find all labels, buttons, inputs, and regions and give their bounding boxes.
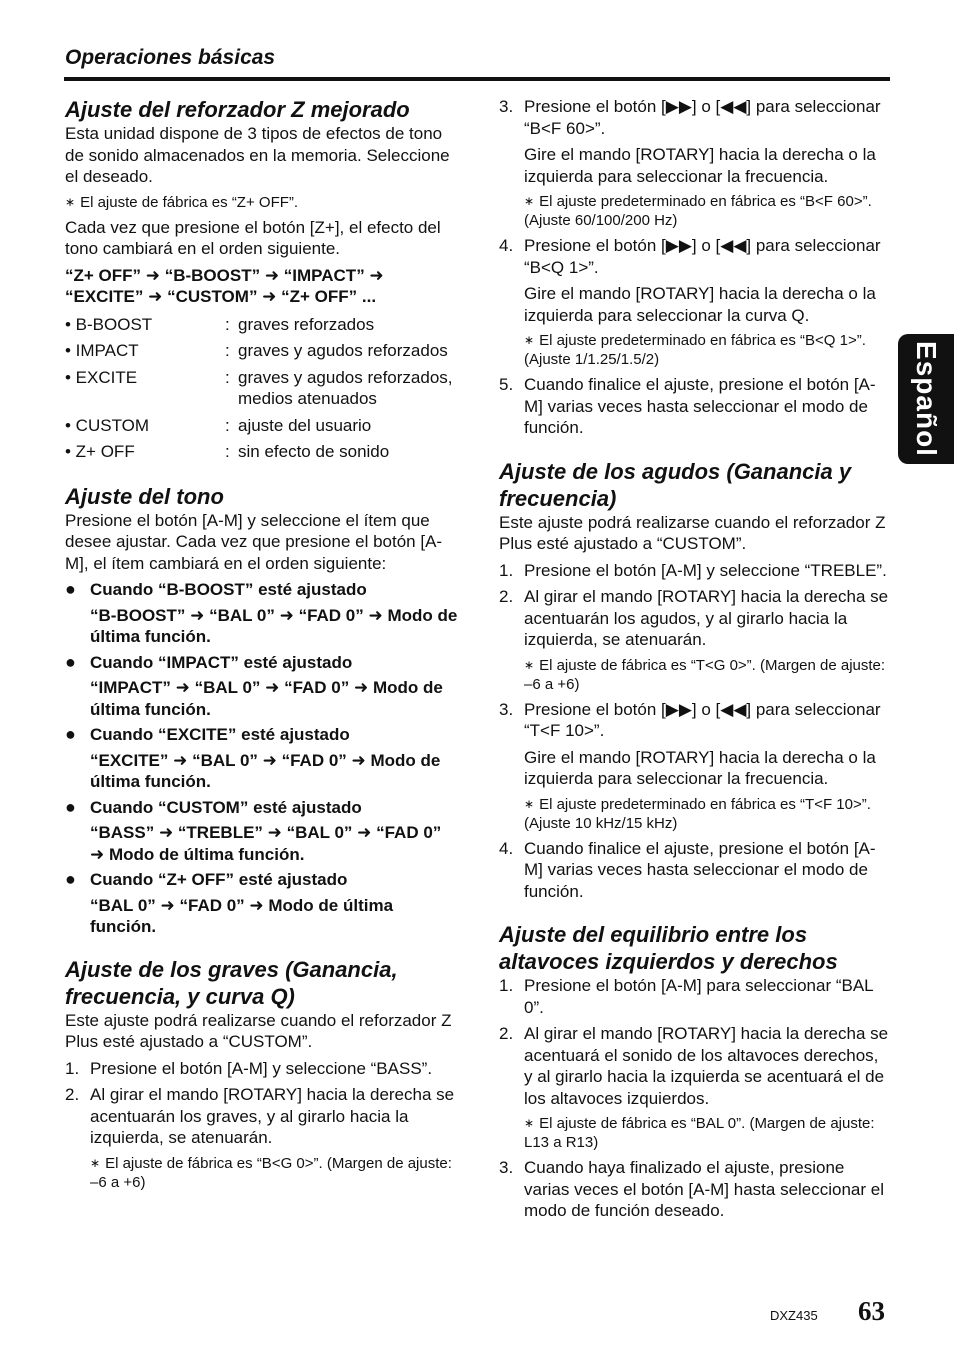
definition-desc: graves y agudos reforzados — [238, 341, 448, 360]
language-tab-label: Español — [911, 341, 942, 457]
z-enhancer-note: ∗ El ajuste de fábrica es “Z+ OFF”. — [65, 193, 460, 212]
bass-step: 4. Presione el botón [▶▶] o [◀◀] para seleccionar “B<Q 1>”. — [499, 236, 881, 277]
definition-desc: sin efecto de sonido — [238, 442, 390, 461]
tone-case: ● Cuando “CUSTOM” esté ajustado — [65, 796, 362, 817]
z-enhancer-sequence: “Z+ OFF” ➜ “B-BOOST” ➜ “IMPACT” ➜ “EXCITE” ➜ “CUSTOM” ➜ “Z+ OFF” ... — [65, 265, 384, 306]
page-number: 63 — [858, 1296, 885, 1326]
tone-case: ● Cuando “B-BOOST” esté ajustado — [65, 579, 367, 599]
definition-desc: graves reforzados — [238, 314, 375, 334]
header-rule — [64, 77, 890, 81]
bass-intro: Este ajuste podrá realizarse cuando el reforzador Z Plus esté ajustado a “CUSTOM”. — [65, 1010, 452, 1051]
treble-step-note: ∗ El ajuste predeterminado en fábrica es “T<F 10>”. (Ajuste 10 kHz/15 kHz) — [499, 795, 889, 833]
tone-sequence: “B-BOOST” ➜ “BAL 0” ➜ “FAD 0” ➜ Modo de última función. — [90, 605, 458, 646]
treble-step-detail: Gire el mando [ROTARY] hacia la derecha o la izquierda para seleccionar la frecuencia. — [524, 747, 876, 788]
definition-term: • IMPACT — [65, 341, 139, 360]
definition-desc: graves y agudos reforzados, medios atenuados — [238, 367, 453, 408]
definition-row: • Z+ OFF : sin efecto de sonido — [65, 441, 460, 463]
tone-sequence: “BAL 0” ➜ “FAD 0” ➜ Modo de última función. — [90, 895, 394, 936]
left-column — [65, 96, 460, 1197]
tone-intro: Presione el botón [A-M] y seleccione el ítem que desee ajustar. Cada vez que presione el botón [A-M], el ítem cambiará en el orden siguiente: — [65, 510, 443, 573]
balance-step-note: ∗ El ajuste de fábrica es “BAL 0”. (Margen de ajuste: L13 a R13) — [499, 1114, 889, 1152]
tone-title: Ajuste del tono — [65, 483, 224, 509]
z-enhancer-title: Ajuste del reforzador Z mejorado — [65, 97, 410, 122]
bass-step: 1. Presione el botón [A-M] y seleccione “BASS”. — [65, 1058, 433, 1078]
bass-step: 2. Al girar el mando [ROTARY] hacia la derecha se acentuarán los graves, y al girarlo hacia la izquierda, se atenuarán. — [65, 1085, 455, 1147]
bullet-icon: ● — [65, 796, 76, 817]
balance-step: 2. Al girar el mando [ROTARY] hacia la derecha se acentuará el sonido de los altavoces derechos, y al girarlo hacia la izquierda se acentuará el de los altavoces izquierdos. — [499, 1024, 889, 1108]
treble-intro: Este ajuste podrá realizarse cuando el reforzador Z Plus esté ajustado a “CUSTOM”. — [499, 512, 886, 553]
balance-step: 3. Cuando haya finalizado el ajuste, presione varias veces el botón [A-M] hasta seleccionar el modo de función deseado. — [499, 1158, 885, 1220]
model-number: DXZ435 — [770, 1308, 818, 1323]
definition-term: • B-BOOST — [65, 314, 153, 334]
bass-step-detail: Gire el mando [ROTARY] hacia la derecha o la izquierda para seleccionar la curva Q. — [524, 284, 876, 325]
bass-step-note: ∗ El ajuste predeterminado en fábrica es “B<Q 1>”. (Ajuste 1/1.25/1.5/2) — [499, 331, 889, 369]
z-enhancer-intro: Esta unidad dispone de 3 tipos de efectos de tono de sonido almacenados en la memoria. Seleccione el deseado. — [65, 124, 450, 186]
definition-desc: ajuste del usuario — [238, 415, 372, 435]
treble-step-note: ∗ El ajuste de fábrica es “T<G 0>”. (Margen de ajuste: –6 a +6) — [499, 656, 889, 694]
definition-term: • CUSTOM — [65, 415, 150, 435]
treble-title: Ajuste de los agudos (Ganancia y frecuencia) — [499, 458, 852, 511]
bullet-icon: ● — [65, 579, 76, 599]
treble-step: 1. Presione el botón [A-M] y seleccione “TREBLE”. — [499, 560, 887, 580]
treble-step: 2. Al girar el mando [ROTARY] hacia la derecha se acentuarán los agudos, y al girarlo hacia la izquierda, se atenuarán. — [499, 587, 889, 649]
language-tab — [898, 334, 954, 464]
bass-step: 5. Cuando finalice el ajuste, presione el botón [A-M] varias veces hasta seleccionar el modo de función. — [499, 375, 876, 437]
bullet-icon: ● — [65, 724, 76, 744]
section-header: Operaciones básicas — [65, 46, 276, 69]
right-column — [499, 96, 889, 1227]
treble-step: 3. Presione el botón [▶▶] o [◀◀] para seleccionar “T<F 10>”. — [499, 699, 881, 740]
definition-row: • CUSTOM : ajuste del usuario — [65, 415, 460, 437]
treble-step: 4. Cuando finalice el ajuste, presione el botón [A-M] varias veces hasta seleccionar el modo de función. — [499, 838, 876, 901]
tone-case: ● Cuando “IMPACT” esté ajustado — [65, 651, 353, 672]
bass-step-note: ∗ El ajuste de fábrica es “B<G 0>”. (Margen de ajuste: –6 a +6) — [65, 1154, 460, 1192]
z-enhancer-text: Cada vez que presione el botón [Z+], el efecto del tono cambiará en el orden siguiente. — [65, 217, 441, 258]
bass-title: Ajuste de los graves (Ganancia, frecuencia, y curva Q) — [65, 956, 398, 1009]
tone-case: ● Cuando “Z+ OFF” esté ajustado — [65, 869, 348, 889]
definition-row: • B-BOOST : graves reforzados — [65, 314, 460, 336]
bass-step-detail: Gire el mando [ROTARY] hacia la derecha o la izquierda para seleccionar la frecuencia. — [524, 145, 876, 186]
effect-definitions — [65, 314, 460, 463]
bass-step-note: ∗ El ajuste predeterminado en fábrica es “B<F 60>”. (Ajuste 60/100/200 Hz) — [499, 192, 889, 230]
tone-sequence: “IMPACT” ➜ “BAL 0” ➜ “FAD 0” ➜ Modo de última función. — [90, 678, 443, 719]
balance-title: Ajuste del equilibrio entre los altavoces izquierdos y derechos — [499, 922, 838, 974]
definition-term: • Z+ OFF — [65, 442, 135, 461]
tone-case: ● Cuando “EXCITE” esté ajustado — [65, 724, 350, 744]
tone-sequence: “EXCITE” ➜ “BAL 0” ➜ “FAD 0” ➜ Modo de última función. — [90, 750, 441, 791]
bullet-icon: ● — [65, 869, 76, 889]
definition-term: • EXCITE — [65, 367, 138, 387]
bullet-icon: ● — [65, 651, 76, 672]
tone-sequence: “BASS” ➜ “TREBLE” ➜ “BAL 0” ➜ “FAD 0” ➜ Modo de última función. — [90, 823, 442, 864]
definition-row: • EXCITE : graves y agudos reforzados, medios atenuados — [65, 367, 460, 410]
balance-step: 1. Presione el botón [A-M] para seleccionar “BAL 0”. — [499, 976, 873, 1017]
definition-row: • IMPACT : graves y agudos reforzados — [65, 340, 460, 362]
bass-step: 3. Presione el botón [▶▶] o [◀◀] para seleccionar “B<F 60>”. — [499, 97, 881, 138]
